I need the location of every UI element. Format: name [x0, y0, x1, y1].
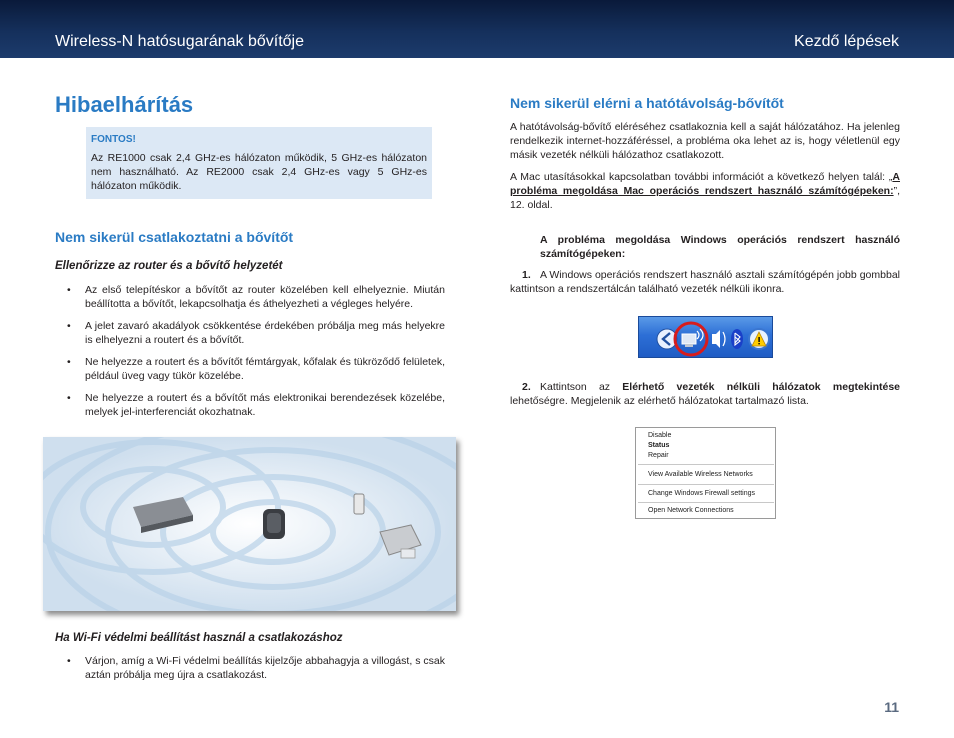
section1-subheading-wps: Ha Wi-Fi védelmi beállítást használ a csatlakozáshoz	[55, 632, 343, 644]
mac-troubleshooting-link[interactable]: A probléma megoldása Mac operációs rendszert használó számítógépeken:	[510, 171, 900, 197]
wireless-network-icon	[682, 329, 703, 347]
wireless-context-menu-screenshot	[635, 427, 776, 519]
list-item: • A jelet zavaró akadályok csökkentése érdekében próbálja meg más helyekre is elhelyezni a routert és a bővítőt.	[67, 320, 445, 346]
system-tray-screenshot	[638, 316, 773, 358]
menu-item-repair[interactable]: Repair	[648, 452, 669, 459]
header-product-title: Wireless-N hatósugarának bővítője	[55, 33, 305, 50]
sound-icon	[712, 330, 725, 348]
section2-intro	[510, 120, 900, 212]
intro-paragraph: A hatótávolság-bővítő eléréséhez csatlakoznia kell a saját hálózatához. Ha jelenleg rendelkezik internet-hozzáféréssel, a probléma oka lehet az is, hogy véletlenül egy másik vezeték nélküli hálózathoz csatlakozott.	[510, 121, 900, 161]
placement-tips-list	[55, 283, 445, 427]
mac-reference-paragraph: A Mac utasításokkal kapcsolatban további információt a következő helyen talál: „A probléma megoldása Mac operációs rendszert használó számítógépeken:”, 12. oldal.	[510, 171, 900, 211]
list-item: • Ne helyezze a routert és a bővítőt fémtárgyak, kőfalak és tükröződő felületek, például üveg vagy tükör közelébe.	[67, 356, 445, 382]
menu-separator	[638, 502, 774, 503]
menu-item-open-network-connections[interactable]: Open Network Connections	[648, 507, 734, 514]
section1-heading: Nem sikerül csatlakoztatni a bővítőt	[55, 229, 294, 245]
menu-separator	[638, 484, 774, 485]
section2-heading: Nem sikerül elérni a hatótávolság-bővítőt	[510, 95, 784, 111]
list-item: • Az első telepítéskor a bővítőt az router közelében kell elhelyeznie. Miután beállította a bővítőt, lekapcsolhatja és áthelyezheti a végleges helyére.	[67, 284, 445, 310]
page-header	[0, 0, 954, 58]
wireless-coverage-illustration	[43, 437, 456, 611]
list-item: • Ne helyezze a routert és a bővítőt más elektronikai berendezések közelébe, melyek jel-interferenciát okozhatnak.	[67, 392, 445, 418]
important-note	[86, 127, 432, 199]
wps-tips-list	[55, 654, 445, 690]
coverage-waves-image	[43, 437, 456, 611]
note-text: Az RE1000 csak 2,4 GHz-es hálózaton működik, 5 GHz-es hálózaton nem használható. Az RE2000 csak 2,4 GHz-es vagy 5 GHz-es hálózaton működik.	[91, 152, 427, 192]
note-heading: FONTOS!	[91, 134, 136, 145]
step-1: 1. A Windows operációs rendszert használó asztali számítógépén jobb gombbal kattintson a rendszertálcán található vezeték nélküli ikonra.	[510, 269, 900, 295]
windows-heading: A probléma megoldása Windows operációs rendszert használó számítógépeken:	[540, 234, 900, 260]
menu-item-view-available-networks[interactable]: View Available Wireless Networks	[648, 471, 753, 478]
menu-item-disable[interactable]: Disable	[648, 432, 672, 439]
page-number: 11	[884, 699, 899, 715]
list-item: • Várjon, amíg a Wi-Fi védelmi beállítás kijelzője abbahagyja a villogást, s csak aztán próbálja meg újra a csatlakozást.	[67, 655, 445, 681]
menu-item-status[interactable]: Status	[648, 442, 670, 449]
menu-separator	[638, 464, 774, 465]
page-title: Hibaelhárítás	[55, 92, 194, 117]
menu-item-firewall-settings[interactable]: Change Windows Firewall settings	[648, 490, 755, 497]
section1-subheading: Ellenőrizze az router és a bővítő helyzetét	[55, 260, 283, 272]
step-2: 2. Kattintson az Elérhető vezeték nélküli hálózatok megtekintése lehetőségre. Megjelenik az elérhető hálózatokat tartalmazó lista.	[510, 381, 901, 407]
header-section-title: Kezdő lépések	[794, 33, 899, 50]
